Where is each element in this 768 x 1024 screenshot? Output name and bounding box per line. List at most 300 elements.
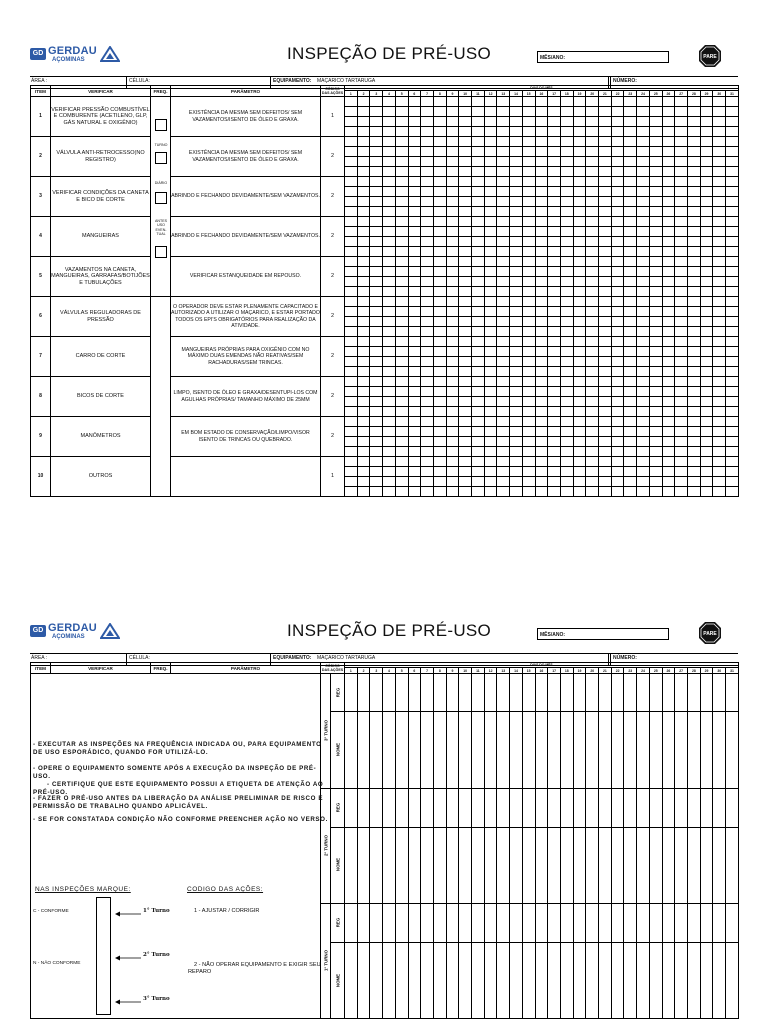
signature-cell[interactable] [497, 674, 510, 712]
day-cell[interactable] [383, 347, 396, 357]
signature-cell[interactable] [535, 827, 548, 904]
signature-cell[interactable] [700, 904, 713, 942]
day-cell[interactable] [700, 427, 713, 437]
day-cell[interactable] [459, 347, 472, 357]
day-cell[interactable] [662, 157, 675, 167]
day-cell[interactable] [726, 247, 739, 257]
day-cell[interactable] [383, 257, 396, 267]
day-cell[interactable] [459, 407, 472, 417]
day-cell[interactable] [383, 297, 396, 307]
day-cell[interactable] [560, 307, 573, 317]
signature-cell[interactable] [586, 789, 599, 827]
day-cell[interactable] [497, 447, 510, 457]
day-cell[interactable] [433, 387, 446, 397]
day-cell[interactable] [560, 477, 573, 487]
day-cell[interactable] [637, 447, 650, 457]
day-cell[interactable] [357, 327, 370, 337]
day-cell[interactable] [345, 147, 358, 157]
day-cell[interactable] [637, 227, 650, 237]
day-cell[interactable] [357, 357, 370, 367]
signature-cell[interactable] [624, 904, 637, 942]
day-cell[interactable] [357, 127, 370, 137]
day-cell[interactable] [408, 327, 421, 337]
day-cell[interactable] [675, 447, 688, 457]
day-cell[interactable] [637, 367, 650, 377]
day-cell[interactable] [510, 367, 523, 377]
day-cell[interactable] [637, 437, 650, 447]
day-cell[interactable] [586, 187, 599, 197]
day-cell[interactable] [726, 277, 739, 287]
day-cell[interactable] [395, 297, 408, 307]
celula-label[interactable]: CÉLULA: [129, 78, 150, 84]
day-cell[interactable] [383, 397, 396, 407]
day-cell[interactable] [497, 127, 510, 137]
numero-label-2[interactable]: NÚMERO: [613, 655, 637, 661]
day-cell[interactable] [586, 357, 599, 367]
signature-cell[interactable] [370, 712, 383, 789]
day-cell[interactable] [433, 377, 446, 387]
day-cell[interactable] [497, 187, 510, 197]
day-cell[interactable] [370, 417, 383, 427]
day-cell[interactable] [446, 477, 459, 487]
day-cell[interactable] [497, 487, 510, 497]
day-cell[interactable] [675, 187, 688, 197]
signature-cell[interactable] [599, 942, 612, 1019]
day-cell[interactable] [586, 207, 599, 217]
day-cell[interactable] [700, 347, 713, 357]
day-cell[interactable] [395, 197, 408, 207]
day-cell[interactable] [433, 467, 446, 477]
day-cell[interactable] [522, 217, 535, 227]
day-cell[interactable] [700, 187, 713, 197]
day-cell[interactable] [599, 207, 612, 217]
day-cell[interactable] [395, 187, 408, 197]
signature-cell[interactable] [408, 674, 421, 712]
day-cell[interactable] [446, 117, 459, 127]
day-cell[interactable] [522, 457, 535, 467]
day-cell[interactable] [548, 267, 561, 277]
day-cell[interactable] [370, 177, 383, 187]
day-cell[interactable] [510, 447, 523, 457]
day-cell[interactable] [662, 407, 675, 417]
day-cell[interactable] [433, 397, 446, 407]
day-cell[interactable] [649, 477, 662, 487]
day-cell[interactable] [649, 197, 662, 207]
signature-cell[interactable] [687, 942, 700, 1019]
day-cell[interactable] [573, 157, 586, 167]
signature-cell[interactable] [573, 904, 586, 942]
day-cell[interactable] [535, 147, 548, 157]
day-cell[interactable] [522, 337, 535, 347]
day-cell[interactable] [472, 287, 485, 297]
day-cell[interactable] [345, 167, 358, 177]
day-cell[interactable] [586, 167, 599, 177]
day-cell[interactable] [370, 487, 383, 497]
signature-cell[interactable] [535, 789, 548, 827]
day-cell[interactable] [700, 327, 713, 337]
day-cell[interactable] [586, 237, 599, 247]
day-cell[interactable] [687, 297, 700, 307]
day-cell[interactable] [345, 247, 358, 257]
signature-cell[interactable] [510, 904, 523, 942]
day-cell[interactable] [446, 287, 459, 297]
signature-cell[interactable] [395, 942, 408, 1019]
day-cell[interactable] [357, 117, 370, 127]
day-cell[interactable] [522, 467, 535, 477]
day-cell[interactable] [675, 247, 688, 257]
day-cell[interactable] [395, 447, 408, 457]
day-cell[interactable] [611, 257, 624, 267]
signature-cell[interactable] [599, 827, 612, 904]
day-cell[interactable] [395, 147, 408, 157]
day-cell[interactable] [713, 117, 726, 127]
day-cell[interactable] [370, 117, 383, 127]
day-cell[interactable] [700, 107, 713, 117]
day-cell[interactable] [421, 247, 434, 257]
day-cell[interactable] [370, 127, 383, 137]
day-cell[interactable] [713, 417, 726, 427]
day-cell[interactable] [345, 317, 358, 327]
day-cell[interactable] [395, 427, 408, 437]
day-cell[interactable] [370, 307, 383, 317]
day-cell[interactable] [383, 97, 396, 107]
signature-cell[interactable] [408, 904, 421, 942]
day-cell[interactable] [599, 297, 612, 307]
day-cell[interactable] [357, 477, 370, 487]
signature-cell[interactable] [383, 674, 396, 712]
day-cell[interactable] [421, 267, 434, 277]
day-cell[interactable] [421, 97, 434, 107]
day-cell[interactable] [383, 267, 396, 277]
day-cell[interactable] [345, 397, 358, 407]
day-cell[interactable] [726, 487, 739, 497]
day-cell[interactable] [522, 197, 535, 207]
signature-cell[interactable] [573, 942, 586, 1019]
signature-cell[interactable] [662, 789, 675, 827]
day-cell[interactable] [560, 117, 573, 127]
day-cell[interactable] [459, 187, 472, 197]
day-cell[interactable] [446, 427, 459, 437]
day-cell[interactable] [726, 307, 739, 317]
day-cell[interactable] [713, 147, 726, 157]
signature-cell[interactable] [535, 674, 548, 712]
day-cell[interactable] [560, 407, 573, 417]
day-cell[interactable] [395, 467, 408, 477]
day-cell[interactable] [357, 257, 370, 267]
day-cell[interactable] [687, 387, 700, 397]
day-cell[interactable] [573, 127, 586, 137]
day-cell[interactable] [560, 107, 573, 117]
day-cell[interactable] [497, 147, 510, 157]
day-cell[interactable] [433, 187, 446, 197]
signature-cell[interactable] [586, 904, 599, 942]
day-cell[interactable] [345, 457, 358, 467]
day-cell[interactable] [395, 217, 408, 227]
day-cell[interactable] [510, 337, 523, 347]
day-cell[interactable] [637, 287, 650, 297]
day-cell[interactable] [649, 437, 662, 447]
day-cell[interactable] [408, 487, 421, 497]
day-cell[interactable] [624, 367, 637, 377]
day-cell[interactable] [599, 397, 612, 407]
day-cell[interactable] [395, 267, 408, 277]
day-cell[interactable] [726, 377, 739, 387]
day-cell[interactable] [484, 437, 497, 447]
day-cell[interactable] [484, 237, 497, 247]
day-cell[interactable] [395, 347, 408, 357]
day-cell[interactable] [700, 477, 713, 487]
day-cell[interactable] [573, 217, 586, 227]
freq-turno-checkbox[interactable] [155, 119, 167, 131]
day-cell[interactable] [433, 257, 446, 267]
day-cell[interactable] [421, 197, 434, 207]
day-cell[interactable] [586, 137, 599, 147]
day-cell[interactable] [548, 337, 561, 347]
day-cell[interactable] [548, 257, 561, 267]
day-cell[interactable] [687, 417, 700, 427]
day-cell[interactable] [611, 117, 624, 127]
day-cell[interactable] [408, 397, 421, 407]
day-cell[interactable] [649, 137, 662, 147]
signature-cell[interactable] [573, 712, 586, 789]
freq-antes-uso-checkbox[interactable] [155, 192, 167, 204]
day-cell[interactable] [522, 427, 535, 437]
day-cell[interactable] [345, 477, 358, 487]
signature-cell[interactable] [726, 712, 739, 789]
day-cell[interactable] [700, 137, 713, 147]
day-cell[interactable] [713, 307, 726, 317]
day-cell[interactable] [535, 197, 548, 207]
day-cell[interactable] [345, 427, 358, 437]
day-cell[interactable] [484, 167, 497, 177]
day-cell[interactable] [357, 247, 370, 257]
day-cell[interactable] [497, 117, 510, 127]
day-cell[interactable] [345, 437, 358, 447]
day-cell[interactable] [370, 207, 383, 217]
day-cell[interactable] [357, 107, 370, 117]
day-cell[interactable] [421, 487, 434, 497]
day-cell[interactable] [649, 387, 662, 397]
day-cell[interactable] [433, 267, 446, 277]
signature-cell[interactable] [510, 789, 523, 827]
day-cell[interactable] [586, 107, 599, 117]
signature-cell[interactable] [357, 827, 370, 904]
day-cell[interactable] [560, 217, 573, 227]
day-cell[interactable] [510, 127, 523, 137]
day-cell[interactable] [383, 237, 396, 247]
day-cell[interactable] [599, 317, 612, 327]
day-cell[interactable] [484, 217, 497, 227]
day-cell[interactable] [611, 337, 624, 347]
day-cell[interactable] [675, 177, 688, 187]
day-cell[interactable] [548, 427, 561, 437]
day-cell[interactable] [726, 197, 739, 207]
day-cell[interactable] [687, 207, 700, 217]
day-cell[interactable] [649, 377, 662, 387]
day-cell[interactable] [497, 317, 510, 327]
day-cell[interactable] [713, 357, 726, 367]
day-cell[interactable] [573, 367, 586, 377]
day-cell[interactable] [624, 207, 637, 217]
day-cell[interactable] [662, 287, 675, 297]
day-cell[interactable] [497, 227, 510, 237]
day-cell[interactable] [497, 477, 510, 487]
day-cell[interactable] [535, 337, 548, 347]
day-cell[interactable] [446, 157, 459, 167]
day-cell[interactable] [433, 207, 446, 217]
day-cell[interactable] [726, 297, 739, 307]
day-cell[interactable] [408, 337, 421, 347]
signature-cell[interactable] [510, 712, 523, 789]
day-cell[interactable] [497, 467, 510, 477]
day-cell[interactable] [421, 177, 434, 187]
day-cell[interactable] [548, 187, 561, 197]
day-cell[interactable] [510, 217, 523, 227]
day-cell[interactable] [624, 137, 637, 147]
day-cell[interactable] [484, 337, 497, 347]
day-cell[interactable] [383, 167, 396, 177]
day-cell[interactable] [357, 407, 370, 417]
day-cell[interactable] [459, 317, 472, 327]
day-cell[interactable] [383, 357, 396, 367]
day-cell[interactable] [573, 137, 586, 147]
day-cell[interactable] [713, 467, 726, 477]
day-cell[interactable] [421, 417, 434, 427]
day-cell[interactable] [357, 277, 370, 287]
day-cell[interactable] [459, 467, 472, 477]
day-cell[interactable] [700, 147, 713, 157]
day-cell[interactable] [395, 367, 408, 377]
day-cell[interactable] [624, 117, 637, 127]
day-cell[interactable] [637, 307, 650, 317]
day-cell[interactable] [510, 137, 523, 147]
day-cell[interactable] [510, 407, 523, 417]
day-cell[interactable] [446, 447, 459, 457]
day-cell[interactable] [510, 257, 523, 267]
day-cell[interactable] [662, 137, 675, 147]
day-cell[interactable] [687, 467, 700, 477]
day-cell[interactable] [370, 357, 383, 367]
day-cell[interactable] [535, 247, 548, 257]
day-cell[interactable] [395, 337, 408, 347]
day-cell[interactable] [472, 367, 485, 377]
signature-cell[interactable] [484, 712, 497, 789]
day-cell[interactable] [535, 267, 548, 277]
day-cell[interactable] [408, 267, 421, 277]
day-cell[interactable] [408, 207, 421, 217]
day-cell[interactable] [484, 447, 497, 457]
day-cell[interactable] [522, 447, 535, 457]
day-cell[interactable] [484, 307, 497, 317]
day-cell[interactable] [497, 387, 510, 397]
day-cell[interactable] [446, 257, 459, 267]
day-cell[interactable] [510, 377, 523, 387]
signature-cell[interactable] [510, 674, 523, 712]
day-cell[interactable] [662, 467, 675, 477]
day-cell[interactable] [662, 437, 675, 447]
day-cell[interactable] [395, 207, 408, 217]
day-cell[interactable] [548, 297, 561, 307]
day-cell[interactable] [421, 327, 434, 337]
day-cell[interactable] [535, 167, 548, 177]
day-cell[interactable] [713, 337, 726, 347]
day-cell[interactable] [548, 327, 561, 337]
day-cell[interactable] [637, 397, 650, 407]
day-cell[interactable] [687, 427, 700, 437]
day-cell[interactable] [433, 477, 446, 487]
day-cell[interactable] [675, 157, 688, 167]
day-cell[interactable] [408, 287, 421, 297]
day-cell[interactable] [560, 237, 573, 247]
day-cell[interactable] [370, 137, 383, 147]
day-cell[interactable] [624, 307, 637, 317]
day-cell[interactable] [472, 347, 485, 357]
day-cell[interactable] [599, 377, 612, 387]
day-cell[interactable] [446, 297, 459, 307]
day-cell[interactable] [687, 117, 700, 127]
day-cell[interactable] [649, 447, 662, 457]
day-cell[interactable] [446, 337, 459, 347]
day-cell[interactable] [395, 257, 408, 267]
signature-cell[interactable] [611, 712, 624, 789]
day-cell[interactable] [370, 427, 383, 437]
day-cell[interactable] [675, 467, 688, 477]
day-cell[interactable] [687, 217, 700, 227]
day-cell[interactable] [624, 157, 637, 167]
signature-cell[interactable] [535, 712, 548, 789]
day-cell[interactable] [649, 347, 662, 357]
day-cell[interactable] [560, 97, 573, 107]
day-cell[interactable] [624, 397, 637, 407]
day-cell[interactable] [687, 377, 700, 387]
day-cell[interactable] [573, 167, 586, 177]
day-cell[interactable] [408, 347, 421, 357]
day-cell[interactable] [459, 257, 472, 267]
day-cell[interactable] [649, 217, 662, 227]
day-cell[interactable] [675, 357, 688, 367]
day-cell[interactable] [662, 457, 675, 467]
day-cell[interactable] [687, 477, 700, 487]
day-cell[interactable] [675, 417, 688, 427]
day-cell[interactable] [357, 287, 370, 297]
day-cell[interactable] [383, 187, 396, 197]
day-cell[interactable] [522, 297, 535, 307]
day-cell[interactable] [700, 437, 713, 447]
day-cell[interactable] [675, 367, 688, 377]
day-cell[interactable] [573, 247, 586, 257]
day-cell[interactable] [675, 227, 688, 237]
day-cell[interactable] [370, 447, 383, 457]
day-cell[interactable] [522, 357, 535, 367]
day-cell[interactable] [548, 207, 561, 217]
day-cell[interactable] [624, 97, 637, 107]
day-cell[interactable] [624, 417, 637, 427]
day-cell[interactable] [421, 117, 434, 127]
day-cell[interactable] [687, 127, 700, 137]
day-cell[interactable] [700, 337, 713, 347]
day-cell[interactable] [510, 107, 523, 117]
day-cell[interactable] [586, 287, 599, 297]
day-cell[interactable] [573, 397, 586, 407]
day-cell[interactable] [586, 317, 599, 327]
day-cell[interactable] [548, 197, 561, 207]
day-cell[interactable] [726, 397, 739, 407]
day-cell[interactable] [599, 347, 612, 357]
day-cell[interactable] [599, 287, 612, 297]
day-cell[interactable] [370, 97, 383, 107]
signature-cell[interactable] [560, 904, 573, 942]
day-cell[interactable] [510, 177, 523, 187]
